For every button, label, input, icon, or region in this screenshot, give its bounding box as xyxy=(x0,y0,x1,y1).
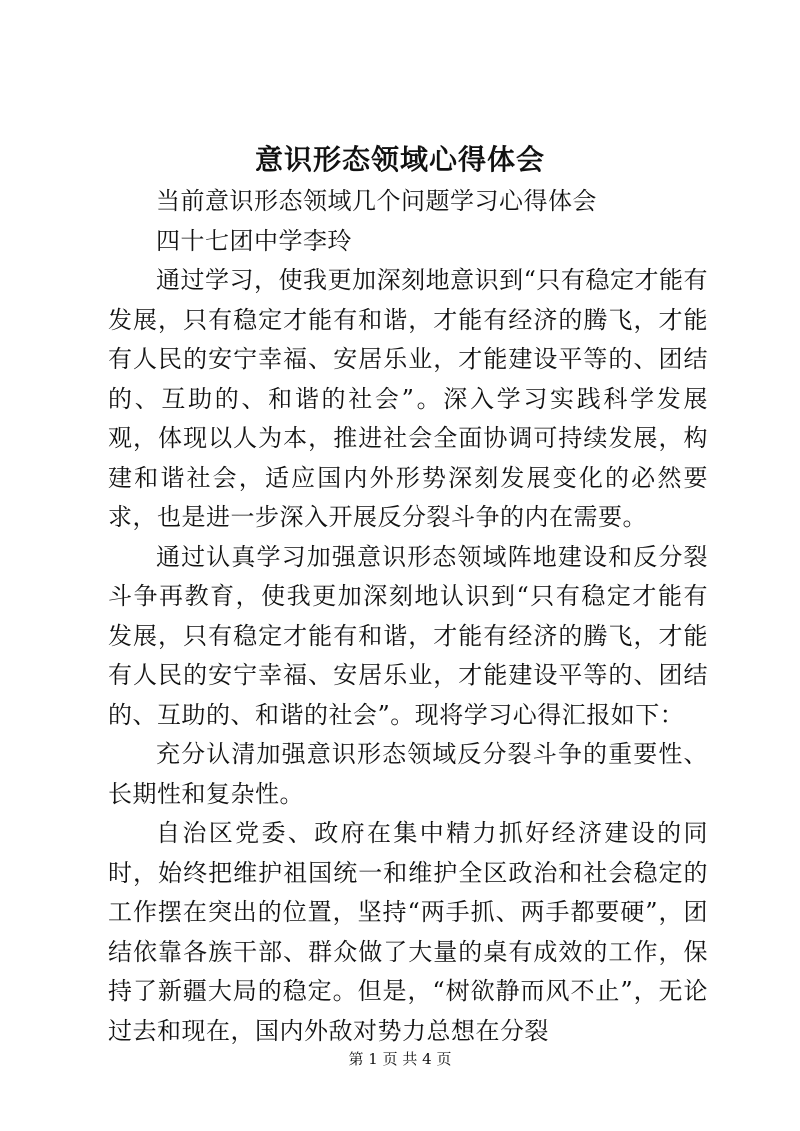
body-paragraph: 充分认清加强意识形态领域反分裂斗争的重要性、长期性和复杂性。 xyxy=(108,740,708,808)
body-paragraph: 自治区党委、政府在集中精力抓好经济建设的同时，始终把维护祖国统一和维护全区政治和社会稳定的工作摆在突出的位置，坚持“两手抓、两手都要硬”，团结依靠各族干部、群众做了大量的桌有成效的工作，保持了新疆大局的稳定。但是，“树欲静而风不止”，无论过去和现在，国内外敌对势力总想在分裂 xyxy=(108,819,708,1045)
document-body xyxy=(108,182,708,1051)
body-paragraph: 通过学习，使我更加深刻地意识到“只有稳定才能有发展，只有稳定才能有和谐，才能有经济的腾飞，才能有人民的安宁幸福、安居乐业，才能建设平等的、团结的、互助的、和谐的社会”。深入学习实践科学发展观，体现以人为本，推进社会全面协调可持续发展，构建和谐社会，适应国内外形势深刻发展变化的必然要求，也是进一步深入开展反分裂斗争的内在需要。 xyxy=(108,266,708,531)
author-paragraph: 四十七团中学李玲 xyxy=(156,226,352,255)
document-title: 意识形态领域心得体会 xyxy=(254,143,545,176)
body-paragraph: 通过认真学习加强意识形态领域阵地建设和反分裂斗争再教育，使我更加深刻地认识到“只有稳定才能有发展，只有稳定才能有和谐，才能有经济的腾飞，才能有人民的安宁幸福、安居乐业，才能建设平等的、团结的、互助的、和谐的社会”。现将学习心得汇报如下： xyxy=(108,542,708,729)
page-number-footer: 第 1 页 共 4 页 xyxy=(348,1050,452,1068)
subtitle-paragraph: 当前意识形态领域几个问题学习心得体会 xyxy=(156,187,597,215)
